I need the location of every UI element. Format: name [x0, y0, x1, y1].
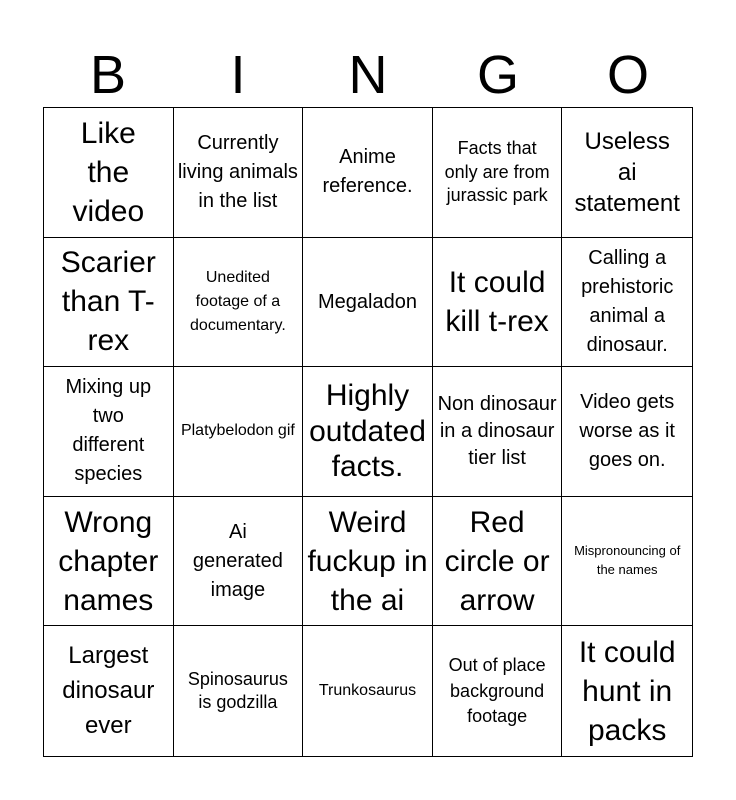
- bingo-cell[interactable]: Anime reference.: [303, 108, 433, 238]
- bingo-cell[interactable]: Unedited footage of a documentary.: [174, 238, 304, 368]
- bingo-cell[interactable]: Megaladon: [303, 238, 433, 368]
- bingo-cell[interactable]: Currently living animals in the list: [174, 108, 304, 238]
- header-letter-g: G: [476, 45, 519, 105]
- bingo-cell[interactable]: Ai generated image: [174, 497, 304, 627]
- bingo-cell[interactable]: Platybelodon gif: [174, 367, 304, 497]
- bingo-cell[interactable]: Non dinosaur in a dinosaur tier list: [433, 367, 563, 497]
- bingo-cell[interactable]: It could kill t-rex: [433, 238, 563, 368]
- header-letter-o: O: [606, 45, 649, 105]
- bingo-cell[interactable]: Largest dinosaur ever: [44, 626, 174, 756]
- bingo-board: [43, 107, 693, 757]
- bingo-cell[interactable]: Weird fuckup in the ai: [303, 497, 433, 627]
- bingo-header: [43, 42, 693, 108]
- bingo-cell[interactable]: Trunkosaurus: [303, 626, 433, 756]
- bingo-cell[interactable]: Out of place background footage: [433, 626, 563, 756]
- bingo-cell[interactable]: Mixing up two different species: [44, 367, 174, 497]
- bingo-cell[interactable]: Spinosaurus is godzilla: [174, 626, 304, 756]
- bingo-cell[interactable]: Highly outdated facts.: [303, 367, 433, 497]
- bingo-cell[interactable]: Like the video: [44, 108, 174, 238]
- header-letter-i: I: [230, 45, 246, 105]
- bingo-cell[interactable]: Facts that only are from jurassic park: [433, 108, 563, 238]
- bingo-cell[interactable]: Red circle or arrow: [433, 497, 563, 627]
- bingo-cell[interactable]: Video gets worse as it goes on.: [562, 367, 692, 497]
- bingo-cell[interactable]: Calling a prehistoric animal a dinosaur.: [562, 238, 692, 368]
- bingo-cell[interactable]: Useless ai statement: [562, 108, 692, 238]
- header-letter-n: N: [348, 45, 388, 105]
- bingo-cell[interactable]: Wrong chapter names: [44, 497, 174, 627]
- header-letter-b: B: [89, 45, 127, 105]
- bingo-cell[interactable]: Mispronouncing of the names: [562, 497, 692, 627]
- bingo-cell[interactable]: It could hunt in packs: [578, 635, 676, 747]
- bingo-cell[interactable]: Scarier than T-rex: [44, 238, 174, 368]
